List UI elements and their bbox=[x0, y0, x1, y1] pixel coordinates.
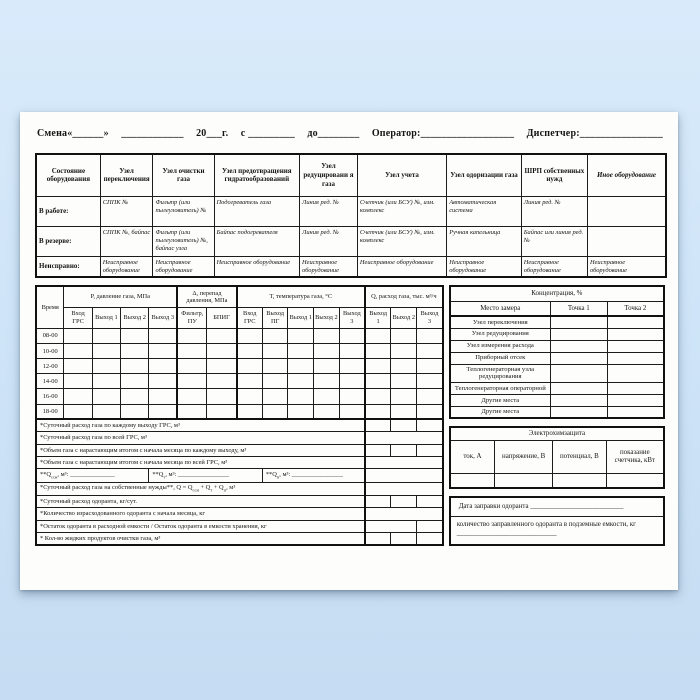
empty-grid-cell bbox=[450, 473, 495, 488]
empty-grid-cell: Счетчик (или БСУ) №, изм. комплекс bbox=[357, 226, 446, 256]
empty-grid-cell bbox=[365, 482, 443, 495]
readings-group-header bbox=[36, 286, 443, 308]
col-metering-unit: Узел учета bbox=[357, 154, 446, 196]
footnote-own-needs bbox=[36, 482, 443, 495]
empty-grid-cell bbox=[607, 394, 664, 406]
empty-grid-cell: Выход 1 bbox=[288, 308, 314, 329]
empty-grid-cell bbox=[237, 328, 263, 343]
layout bbox=[450, 427, 664, 488]
empty-grid-cell: Узел переключения bbox=[450, 316, 551, 328]
footnote-odorant-daily bbox=[36, 495, 443, 507]
empty-grid-cell bbox=[237, 343, 263, 358]
layout: т bbox=[163, 474, 166, 480]
empty-grid-cell: Неисправное оборудование bbox=[153, 256, 214, 277]
empty-grid-cell bbox=[550, 406, 607, 418]
col-point-2: Точка 2 bbox=[607, 301, 664, 316]
empty-grid-cell: Фильтр (или пылеуловитель) № bbox=[153, 196, 214, 226]
empty-grid-cell bbox=[288, 389, 314, 404]
empty-grid-cell bbox=[365, 328, 391, 343]
empty-grid-cell bbox=[92, 389, 120, 404]
odorant-fill-quantity-line: количество заправленного одоранта в подземные емкости, кг _____________________________ bbox=[456, 521, 636, 538]
shift-label: Смена«______» bbox=[37, 128, 109, 139]
empty-grid-cell bbox=[237, 374, 263, 389]
odorant-filling-box bbox=[449, 496, 665, 546]
layout: **Q bbox=[40, 470, 52, 478]
empty-grid-cell: *Количество израсходованного одоранта с начала месяца, кг bbox=[36, 508, 365, 520]
layout bbox=[35, 285, 665, 546]
empty-grid-cell bbox=[92, 359, 120, 374]
empty-grid-cell bbox=[92, 404, 120, 419]
col-potential: потенциал, В bbox=[553, 440, 607, 473]
empty-grid-cell bbox=[177, 343, 207, 358]
layout bbox=[450, 427, 664, 440]
col-purification-unit: Узел очистки газа bbox=[153, 154, 214, 196]
empty-grid-cell bbox=[149, 374, 177, 389]
empty-grid-cell bbox=[121, 389, 149, 404]
empty-grid-cell bbox=[149, 389, 177, 404]
hourly-readings-table bbox=[35, 285, 444, 546]
readings-sub-header bbox=[36, 308, 443, 329]
empty-grid-cell bbox=[417, 419, 443, 431]
empty-grid-cell bbox=[207, 374, 237, 389]
concentration-row bbox=[450, 352, 664, 364]
empty-grid-cell bbox=[149, 404, 177, 419]
time-row bbox=[36, 359, 443, 374]
empty-grid-cell: Выход 3 bbox=[417, 308, 443, 329]
empty-grid-cell bbox=[550, 340, 607, 352]
empty-grid-cell bbox=[92, 343, 120, 358]
odorant-fill-date-line: Дата заправки одоранта ___________________________ bbox=[451, 498, 663, 517]
time-row bbox=[36, 328, 443, 343]
empty-grid-cell bbox=[365, 432, 443, 444]
empty-grid-cell bbox=[417, 389, 443, 404]
empty-grid-cell: 10-00 bbox=[36, 343, 64, 358]
empty-grid-cell: Выход 2 bbox=[121, 308, 149, 329]
empty-grid-cell: *Объем газа с нарастающим итогом с начала месяца по каждому выходу, м³ bbox=[36, 444, 365, 456]
time-row bbox=[36, 343, 443, 358]
layout: , м³: ________________ bbox=[279, 470, 343, 478]
flow-group-header: Q, расход газа, тыс. м³/ч bbox=[365, 286, 443, 308]
empty-grid-cell: Фильтр (или пылеуловитель) №, байпас узла bbox=[153, 226, 214, 256]
electro-title: Электрохимзащита bbox=[450, 427, 664, 440]
concentration-row bbox=[450, 364, 664, 382]
empty-grid-cell bbox=[417, 533, 443, 546]
empty-grid-cell bbox=[314, 328, 340, 343]
layout bbox=[450, 286, 664, 301]
empty-grid-cell bbox=[64, 359, 92, 374]
operator-blank: Оператор:__________________ bbox=[371, 128, 515, 139]
empty-grid-cell bbox=[365, 444, 391, 456]
concentration-header-row bbox=[450, 301, 664, 316]
footnote-daily-per-output bbox=[36, 419, 443, 431]
empty-grid-cell bbox=[391, 404, 417, 419]
col-reduction-unit: Узел редуцировани я газа bbox=[300, 154, 358, 196]
equipment-header-row bbox=[36, 154, 666, 196]
empty-grid-cell: Вход ГРС bbox=[237, 308, 263, 329]
empty-grid-cell bbox=[391, 343, 417, 358]
empty-grid-cell bbox=[550, 352, 607, 364]
empty-grid-cell bbox=[339, 343, 365, 358]
empty-grid-cell bbox=[417, 520, 443, 532]
row-in-reserve bbox=[36, 226, 666, 256]
col-voltage: напряжение, В bbox=[495, 440, 553, 473]
empty-grid-cell: *Остаток одоранта в расходной емкости / Остаток одоранта в емкости хранения, кг bbox=[36, 520, 365, 532]
empty-grid-cell bbox=[339, 374, 365, 389]
empty-grid-cell bbox=[417, 444, 443, 456]
empty-grid-cell bbox=[391, 328, 417, 343]
empty-grid-cell bbox=[607, 316, 664, 328]
empty-grid-cell: Выход 2 bbox=[314, 308, 340, 329]
empty-grid-cell bbox=[207, 359, 237, 374]
empty-grid-cell bbox=[365, 456, 443, 468]
empty-grid-cell bbox=[177, 404, 207, 419]
col-switch-unit: Узел переключения bbox=[100, 154, 153, 196]
empty-grid-cell: Линия ред. № bbox=[300, 226, 358, 256]
footnote-odorant-remainder bbox=[36, 520, 443, 532]
right-column bbox=[449, 285, 665, 546]
empty-grid-cell: *Суточный расход газа по всей ГРС, м³ bbox=[36, 432, 365, 444]
row-label-in-reserve: В резерве: bbox=[36, 226, 100, 256]
layout bbox=[450, 286, 664, 418]
empty-grid-cell: Теплогенераторная узла редуцирования bbox=[450, 364, 551, 382]
empty-grid-cell bbox=[587, 196, 666, 226]
empty-grid-cell bbox=[391, 444, 417, 456]
empty-grid-cell bbox=[550, 328, 607, 340]
empty-grid-cell bbox=[417, 328, 443, 343]
empty-grid-cell bbox=[237, 389, 263, 404]
empty-grid-cell: 12-00 bbox=[36, 359, 64, 374]
empty-grid-cell: Другие места bbox=[450, 394, 551, 406]
layout: , м³ bbox=[226, 484, 236, 492]
empty-grid-cell bbox=[314, 404, 340, 419]
empty-grid-cell bbox=[365, 419, 391, 431]
layout: п bbox=[223, 487, 227, 493]
concentration-row bbox=[450, 406, 664, 418]
empty-grid-cell bbox=[607, 364, 664, 382]
equipment-state-table bbox=[35, 153, 667, 278]
empty-grid-cell: 16-00 bbox=[36, 389, 64, 404]
col-point-1: Точка 1 bbox=[550, 301, 607, 316]
empty-grid-cell bbox=[288, 374, 314, 389]
empty-grid-cell bbox=[262, 389, 288, 404]
empty-grid-cell bbox=[391, 495, 417, 507]
pressure-group-header: Р, давление газа, МПа bbox=[64, 286, 177, 308]
empty-grid-cell bbox=[495, 473, 553, 488]
empty-grid-cell bbox=[550, 364, 607, 382]
shift-log-form-page bbox=[20, 112, 678, 590]
footnote-daily-total bbox=[36, 432, 443, 444]
layout: , м³: ________________ bbox=[165, 470, 229, 478]
q-ssn-blank bbox=[36, 469, 149, 482]
empty-grid-cell bbox=[237, 359, 263, 374]
empty-grid-cell: Неисправное оборудование bbox=[100, 256, 153, 277]
col-measure-place: Место замера bbox=[450, 301, 551, 316]
empty-grid-cell: 18-00 bbox=[36, 404, 64, 419]
row-label-faulty: Неисправно: bbox=[36, 256, 100, 277]
concentration-row bbox=[450, 382, 664, 394]
empty-grid-cell: Выход 3 bbox=[339, 308, 365, 329]
empty-grid-cell bbox=[237, 404, 263, 419]
layout: + Q bbox=[198, 484, 211, 492]
empty-grid-cell bbox=[262, 404, 288, 419]
empty-grid-cell bbox=[207, 404, 237, 419]
empty-grid-cell bbox=[607, 328, 664, 340]
empty-grid-cell bbox=[314, 374, 340, 389]
dispatcher-blank: Диспетчер:________________ bbox=[526, 128, 663, 139]
empty-grid-cell: Байпас подогревателя bbox=[214, 226, 299, 256]
empty-grid-cell bbox=[121, 374, 149, 389]
footnote-q-values bbox=[36, 469, 443, 482]
empty-grid-cell bbox=[207, 343, 237, 358]
concentration-row bbox=[450, 394, 664, 406]
layout: + Q bbox=[212, 484, 224, 492]
empty-grid-cell bbox=[288, 328, 314, 343]
empty-grid-cell bbox=[92, 328, 120, 343]
empty-grid-cell bbox=[417, 374, 443, 389]
empty-grid-cell bbox=[177, 389, 207, 404]
col-other-equipment: Иное оборудование bbox=[587, 154, 666, 196]
row-faulty bbox=[36, 256, 666, 277]
empty-grid-cell: СППК №, байпас bbox=[100, 226, 153, 256]
empty-grid-cell bbox=[417, 495, 443, 507]
layout: *Суточный расход газа на собственные нужды**, Q = Q bbox=[40, 484, 193, 492]
electro-value-row bbox=[450, 473, 664, 488]
col-current: ток, А bbox=[450, 440, 495, 473]
empty-grid-cell: БПИГ bbox=[207, 308, 237, 329]
q-p-blank bbox=[262, 469, 365, 482]
empty-grid-cell bbox=[207, 328, 237, 343]
empty-grid-cell: Выход 3 bbox=[149, 308, 177, 329]
empty-grid-cell bbox=[391, 419, 417, 431]
empty-grid-cell: Неисправное оборудование bbox=[357, 256, 446, 277]
empty-grid-cell bbox=[607, 352, 664, 364]
layout: , м³: ______________ bbox=[57, 470, 115, 478]
empty-grid-cell bbox=[365, 389, 391, 404]
empty-grid-cell: Выход ПГ bbox=[262, 308, 288, 329]
col-odorization-unit: Узел одоризации газа bbox=[447, 154, 522, 196]
empty-grid-cell bbox=[64, 404, 92, 419]
empty-grid-cell: Неисправное оборудование bbox=[587, 256, 666, 277]
empty-grid-cell: Байпас или линия ред. № bbox=[521, 226, 587, 256]
empty-grid-cell bbox=[339, 328, 365, 343]
empty-grid-cell: Линия ред. № bbox=[521, 196, 587, 226]
empty-grid-cell: Ручная капельница bbox=[447, 226, 522, 256]
empty-grid-cell bbox=[365, 495, 391, 507]
empty-grid-cell bbox=[149, 343, 177, 358]
time-row bbox=[36, 404, 443, 419]
empty-grid-cell bbox=[121, 343, 149, 358]
empty-grid-cell bbox=[149, 359, 177, 374]
empty-grid-cell bbox=[365, 374, 391, 389]
row-label-in-operation: В работе: bbox=[36, 196, 100, 226]
temperature-group-header: Т, температура газа, °С bbox=[237, 286, 365, 308]
col-hydrate-prevention-unit: Узел предотвращения гидратообразований bbox=[214, 154, 299, 196]
empty-grid-cell bbox=[391, 359, 417, 374]
concentration-row bbox=[450, 316, 664, 328]
empty-grid-cell bbox=[177, 328, 207, 343]
col-own-needs-unit: ШРП собственных нужд bbox=[521, 154, 587, 196]
empty-grid-cell bbox=[391, 389, 417, 404]
concentration-table bbox=[449, 285, 665, 419]
empty-grid-cell bbox=[262, 374, 288, 389]
time-column-header: Время bbox=[36, 286, 64, 328]
concentration-row bbox=[450, 340, 664, 352]
delta-group-header: Δ, перепад давления, МПа bbox=[177, 286, 237, 308]
empty-grid-cell bbox=[121, 328, 149, 343]
empty-grid-cell: СППК № bbox=[100, 196, 153, 226]
empty-grid-cell bbox=[417, 343, 443, 358]
empty-grid-cell: *Суточный расход газа по каждому выходу ГРС, м³ bbox=[36, 419, 365, 431]
empty-grid-cell bbox=[365, 508, 443, 520]
concentration-row bbox=[450, 328, 664, 340]
empty-grid-cell bbox=[262, 359, 288, 374]
empty-grid-cell: Неисправное оборудование bbox=[214, 256, 299, 277]
empty-grid-cell bbox=[288, 359, 314, 374]
empty-grid-cell: Узел редуцирования bbox=[450, 328, 551, 340]
empty-grid-cell bbox=[207, 389, 237, 404]
footnote-cumulative-total bbox=[36, 456, 443, 468]
empty-grid-cell: *Суточный расход одоранта, кг/сут. bbox=[36, 495, 365, 507]
empty-grid-cell: Неисправное оборудование bbox=[447, 256, 522, 277]
empty-grid-cell: Линия ред. № bbox=[300, 196, 358, 226]
empty-grid-cell: Вход ГРС bbox=[64, 308, 92, 329]
empty-grid-cell: Теплогенераторная операторной bbox=[450, 382, 551, 394]
layout: т bbox=[210, 487, 213, 493]
empty-grid-cell: Приборный отсек bbox=[450, 352, 551, 364]
layout: ссн bbox=[51, 474, 58, 480]
empty-grid-cell bbox=[391, 533, 417, 546]
empty-grid-cell bbox=[550, 382, 607, 394]
footnote-cumulative-per-output bbox=[36, 444, 443, 456]
empty-grid-cell: Выход 2 bbox=[391, 308, 417, 329]
empty-grid-cell bbox=[417, 359, 443, 374]
empty-grid-cell bbox=[177, 359, 207, 374]
empty-grid-cell: Неисправное оборудование bbox=[521, 256, 587, 277]
empty-grid-cell: 08-00 bbox=[36, 328, 64, 343]
empty-grid-cell bbox=[365, 359, 391, 374]
own-needs-formula bbox=[36, 482, 365, 495]
layout: п bbox=[276, 474, 280, 480]
empty-grid-cell bbox=[550, 316, 607, 328]
empty-grid-cell bbox=[365, 343, 391, 358]
empty-grid-cell bbox=[177, 374, 207, 389]
concentration-title: Концентрация, % bbox=[450, 286, 664, 301]
col-meter-reading: показание счетчика, кВт bbox=[606, 440, 664, 473]
empty-grid-cell bbox=[606, 473, 664, 488]
q-t-blank bbox=[149, 469, 262, 482]
layout bbox=[36, 286, 443, 545]
empty-grid-cell bbox=[607, 406, 664, 418]
layout: ссн bbox=[192, 487, 199, 493]
empty-grid-cell bbox=[121, 404, 149, 419]
empty-grid-cell bbox=[365, 404, 391, 419]
empty-grid-cell bbox=[607, 382, 664, 394]
year-label: 20___г. bbox=[196, 128, 229, 139]
empty-grid-cell bbox=[314, 389, 340, 404]
empty-grid-cell: Автоматическая система bbox=[447, 196, 522, 226]
electrochemical-protection-table bbox=[449, 426, 665, 489]
empty-grid-cell: Подогреватель газа bbox=[214, 196, 299, 226]
empty-grid-cell: * Кол-во жидких продуктов очистки газа, м³ bbox=[36, 533, 365, 546]
empty-grid-cell bbox=[391, 374, 417, 389]
empty-grid-cell bbox=[365, 469, 443, 482]
empty-grid-cell bbox=[64, 343, 92, 358]
empty-grid-cell bbox=[314, 359, 340, 374]
empty-grid-cell bbox=[550, 394, 607, 406]
col-equipment-state: Состояние оборудования bbox=[36, 154, 100, 196]
empty-grid-cell: Узел измерения расхода bbox=[450, 340, 551, 352]
empty-grid-cell bbox=[417, 404, 443, 419]
electro-header-row bbox=[450, 440, 664, 473]
empty-grid-cell bbox=[339, 389, 365, 404]
footnote-liquid-products bbox=[36, 533, 443, 546]
empty-grid-cell: 14-00 bbox=[36, 374, 64, 389]
layout bbox=[36, 154, 666, 277]
empty-grid-cell bbox=[288, 404, 314, 419]
layout: **Q bbox=[152, 470, 164, 478]
empty-grid-cell: Неисправное оборудование bbox=[300, 256, 358, 277]
empty-grid-cell bbox=[92, 374, 120, 389]
time-row bbox=[36, 374, 443, 389]
footnote-odorant-month bbox=[36, 508, 443, 520]
row-in-operation bbox=[36, 196, 666, 226]
empty-grid-cell bbox=[339, 404, 365, 419]
layout: **Q bbox=[265, 470, 277, 478]
shift-date-blank: ____________ bbox=[121, 128, 184, 139]
empty-grid-cell bbox=[339, 359, 365, 374]
empty-grid-cell bbox=[64, 328, 92, 343]
empty-grid-cell bbox=[587, 226, 666, 256]
time-to-blank: до________ bbox=[307, 128, 360, 139]
empty-grid-cell bbox=[64, 374, 92, 389]
empty-grid-cell: Выход 1 bbox=[365, 308, 391, 329]
empty-grid-cell bbox=[553, 473, 607, 488]
empty-grid-cell: Другие места bbox=[450, 406, 551, 418]
time-from-blank: с _________ bbox=[240, 128, 295, 139]
empty-grid-cell bbox=[365, 533, 391, 546]
form-title-line bbox=[37, 128, 663, 139]
empty-grid-cell: Счетчик (или БСУ) №, изм. комплекс bbox=[357, 196, 446, 226]
empty-grid-cell bbox=[262, 343, 288, 358]
empty-grid-cell bbox=[365, 520, 417, 532]
time-row bbox=[36, 389, 443, 404]
empty-grid-cell: Фильтр, ПУ bbox=[177, 308, 207, 329]
empty-grid-cell bbox=[314, 343, 340, 358]
empty-grid-cell bbox=[607, 340, 664, 352]
empty-grid-cell: *Объем газа с нарастающим итогом с начала месяца по всей ГРС, м³ bbox=[36, 456, 365, 468]
empty-grid-cell bbox=[121, 359, 149, 374]
empty-grid-cell bbox=[262, 328, 288, 343]
empty-grid-cell bbox=[64, 389, 92, 404]
empty-grid-cell: Выход 1 bbox=[92, 308, 120, 329]
empty-grid-cell bbox=[288, 343, 314, 358]
empty-grid-cell bbox=[149, 328, 177, 343]
